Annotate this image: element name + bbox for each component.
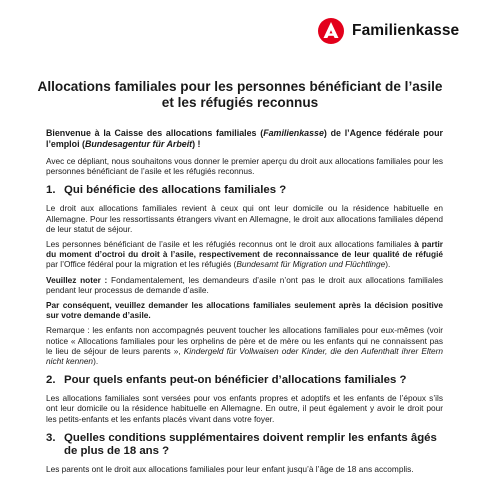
section-3-title: Quelles conditions supplémentaires doivent remplir les enfants âgés de plus de 18 ans ? xyxy=(64,431,437,457)
section-3-heading xyxy=(46,432,443,458)
welcome-text-4: Bundesagentur für Arbeit xyxy=(84,139,193,149)
section-1-heading xyxy=(46,184,443,197)
welcome-text-3: ) de l’Agence fédérale pour l’emploi ( xyxy=(46,128,443,149)
document-body xyxy=(46,128,443,479)
s1p2-text-e: ). xyxy=(385,259,391,270)
section-3-number: 3. xyxy=(46,431,56,444)
welcome-text-2: Familienkasse xyxy=(263,128,324,138)
section-2-heading xyxy=(46,374,443,387)
title-line-2: et les réfugiés reconnus xyxy=(161,95,319,110)
welcome-text-1: Bienvenue à la Caisse des allocations familiales ( xyxy=(46,128,264,138)
familienkasse-logo xyxy=(318,18,459,44)
welcome-paragraph xyxy=(46,128,443,150)
section-1-paragraph-2 xyxy=(46,239,443,270)
s1p5-text-b: Kindergeld für Vollwaisen oder Kinder, die den Aufenthalt ihrer Eltern nicht kennen xyxy=(46,345,443,367)
s1p5-text-c: ). xyxy=(93,356,99,367)
section-2-number: 2. xyxy=(46,374,56,387)
title-line-1: Allocations familiales pour les personnes bénéficiant de l’asile xyxy=(37,79,443,94)
s1p2-text-c: par l’Office fédéral pour la migration et les réfugiés ( xyxy=(46,259,237,270)
intro-paragraph: Avec ce dépliant, nous souhaitons vous donner le premier aperçu du droit aux allocations familiales pour les personnes bénéficiant de l’asile et les réfugiés reconnus. xyxy=(46,156,443,177)
section-1-title: Qui bénéficie des allocations familiales ? xyxy=(64,184,287,197)
section-1-paragraph-4: Par conséquent, veuillez demander les allocations familiales seulement après la décision positive sur votre demande d’asile. xyxy=(46,300,443,321)
s1p2-text-a: Les personnes bénéficiant de l’asile et les réfugiés reconnus ont le droit aux allocations familiales xyxy=(46,239,415,250)
section-2-title: Pour quels enfants peut-on bénéficier d’allocations familiales ? xyxy=(64,374,407,387)
section-3-paragraph-1: Les parents ont le droit aux allocations familiales pour leur enfant jusqu’à l’âge de 18 ans accomplis. xyxy=(46,463,414,474)
s1p2-text-d: Bundesamt für Migration und Flüchtlinge xyxy=(236,259,386,270)
section-2-paragraph-1: Les allocations familiales sont versées pour vos enfants propres et adoptifs et les enfants de l’époux s’ils ont leur domicile ou la résidence habituelle en Allemagne. En outre, il peut également y avoir le droit pour les petits-enfants et les enfants placés vivant dans votre foyer. xyxy=(46,393,443,424)
s1p2-text-b: à partir du moment d’octroi du droit à l’asile, respectivement de reconnaissance de leur qualité de réfugié xyxy=(46,239,443,260)
document-title xyxy=(30,79,450,111)
familienkasse-logo-icon xyxy=(318,18,344,44)
s1p3-label: Veuillez noter : xyxy=(46,274,108,285)
s1p3-text: Fondamentalement, les demandeurs d’asile n’ont pas le droit aux allocations familiales pendant leur processus de demande d’asile. xyxy=(46,274,443,295)
logo-text: Familienkasse xyxy=(352,22,460,39)
section-1-paragraph-5 xyxy=(46,325,443,366)
section-1-number: 1. xyxy=(46,184,56,197)
section-1-paragraph-1: Le droit aux allocations familiales revient à ceux qui ont leur domicile ou la résidence habituelle en Allemagne. Pour les ressortissants étrangers vivant en Allemagne, le droit aux allocations familiales dépend de leur statut de séjour. xyxy=(46,203,443,234)
welcome-text-5: ) ! xyxy=(192,139,201,149)
section-1-paragraph-3 xyxy=(46,275,443,295)
s1p5-text-a: Remarque : les enfants non accompagnés peuvent toucher les allocations familiales pour eux-mêmes (voir notice « Allocations familiales pour les orphelins de père et de mère ou les enfants qui ne connaissent pas le lieu de séjour de leurs parents », xyxy=(46,325,443,356)
